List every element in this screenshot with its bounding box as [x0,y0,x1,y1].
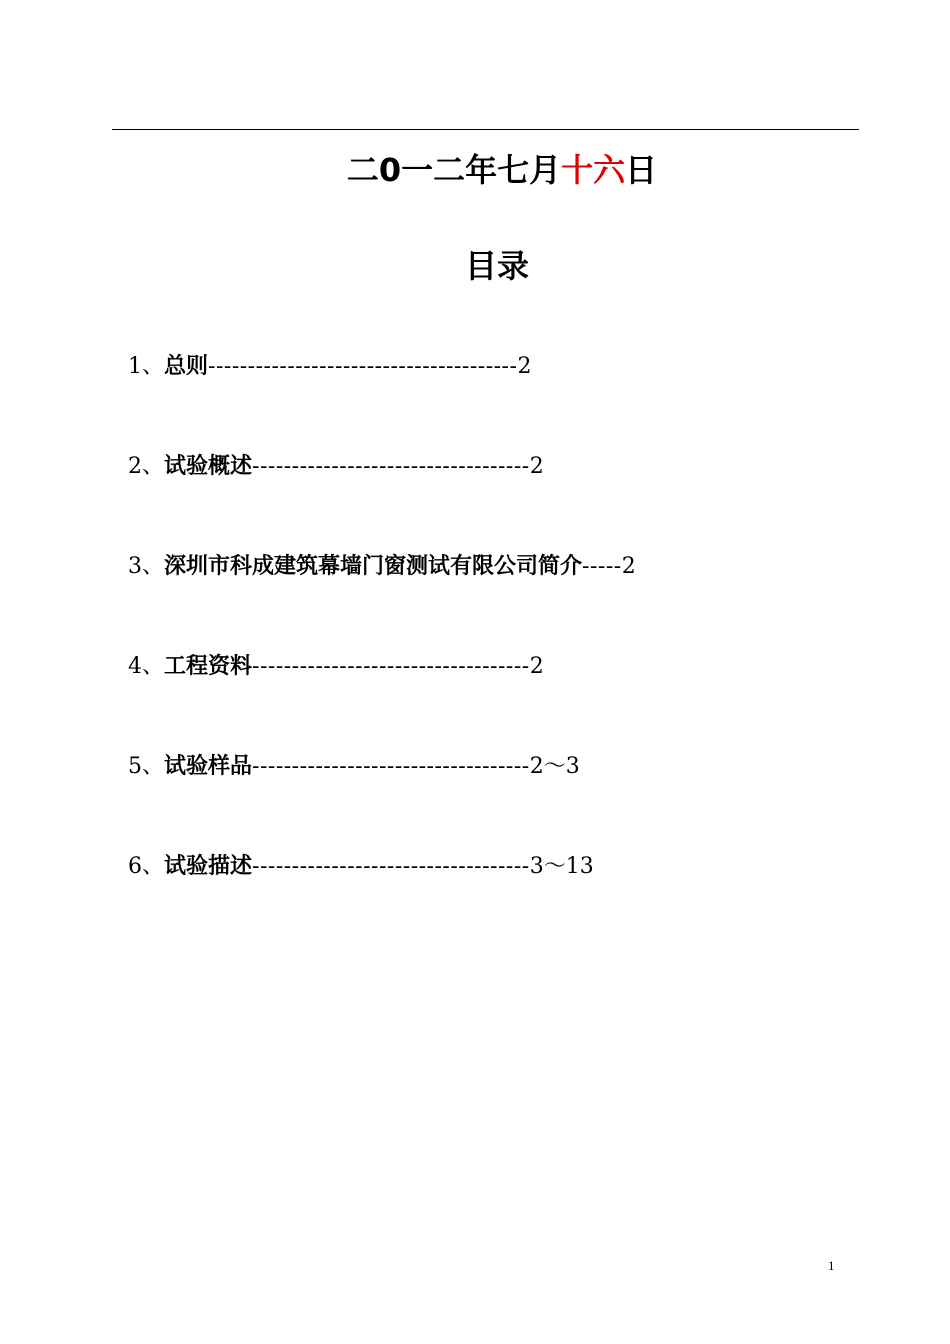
toc-entry-label: 工程资料 [164,654,253,679]
toc-entry-leader: ----------------------------------- [252,454,530,479]
toc-entry-leader: ----- [582,554,622,579]
toc-entry-leader: ----------------------------------- [252,754,530,779]
page-number: 1 [828,1258,835,1273]
toc-entry-number: 1、 [128,354,164,379]
toc-entry-page: 2 [529,654,544,679]
date-text-before: 二0一二年七月 [346,151,562,189]
toc-entry-leader: --------------------------------------- [208,354,518,379]
date-text-after: 日 [625,151,658,189]
toc-entry-number: 4、 [128,654,164,679]
toc-entry[interactable] [128,850,636,950]
toc-entry[interactable] [128,650,636,750]
toc-entry-number: 3、 [128,554,164,579]
toc-entry[interactable] [128,550,636,650]
toc-entry-page: 2 [517,354,532,379]
toc-entry-page: 2 [621,554,636,579]
date-text-red: 十六 [561,151,626,189]
toc-entry-label: 深圳市科成建筑幕墙门窗测试有限公司简介 [164,554,583,579]
toc-entry-number: 5、 [128,754,164,779]
toc-entry-label: 总则 [164,354,209,379]
toc-entry[interactable] [128,350,636,450]
toc-title: 目录 [464,247,529,285]
top-rule [112,129,859,130]
toc-entry-label: 试验描述 [164,854,253,879]
toc-entry-page: 2 [529,454,544,479]
toc-entry[interactable] [128,450,636,550]
toc-entry-number: 6、 [128,854,164,879]
toc-entry-label: 试验概述 [164,454,253,479]
toc-entry-leader: ----------------------------------- [252,654,530,679]
table-of-contents [128,350,636,950]
toc-entry-page: 3～13 [529,854,594,879]
document-date [0,148,950,192]
toc-entry[interactable] [128,750,636,850]
toc-entry-leader: ----------------------------------- [252,854,530,879]
toc-entry-label: 试验样品 [164,754,253,779]
toc-entry-page: 2～3 [529,754,580,779]
toc-entry-number: 2、 [128,454,164,479]
